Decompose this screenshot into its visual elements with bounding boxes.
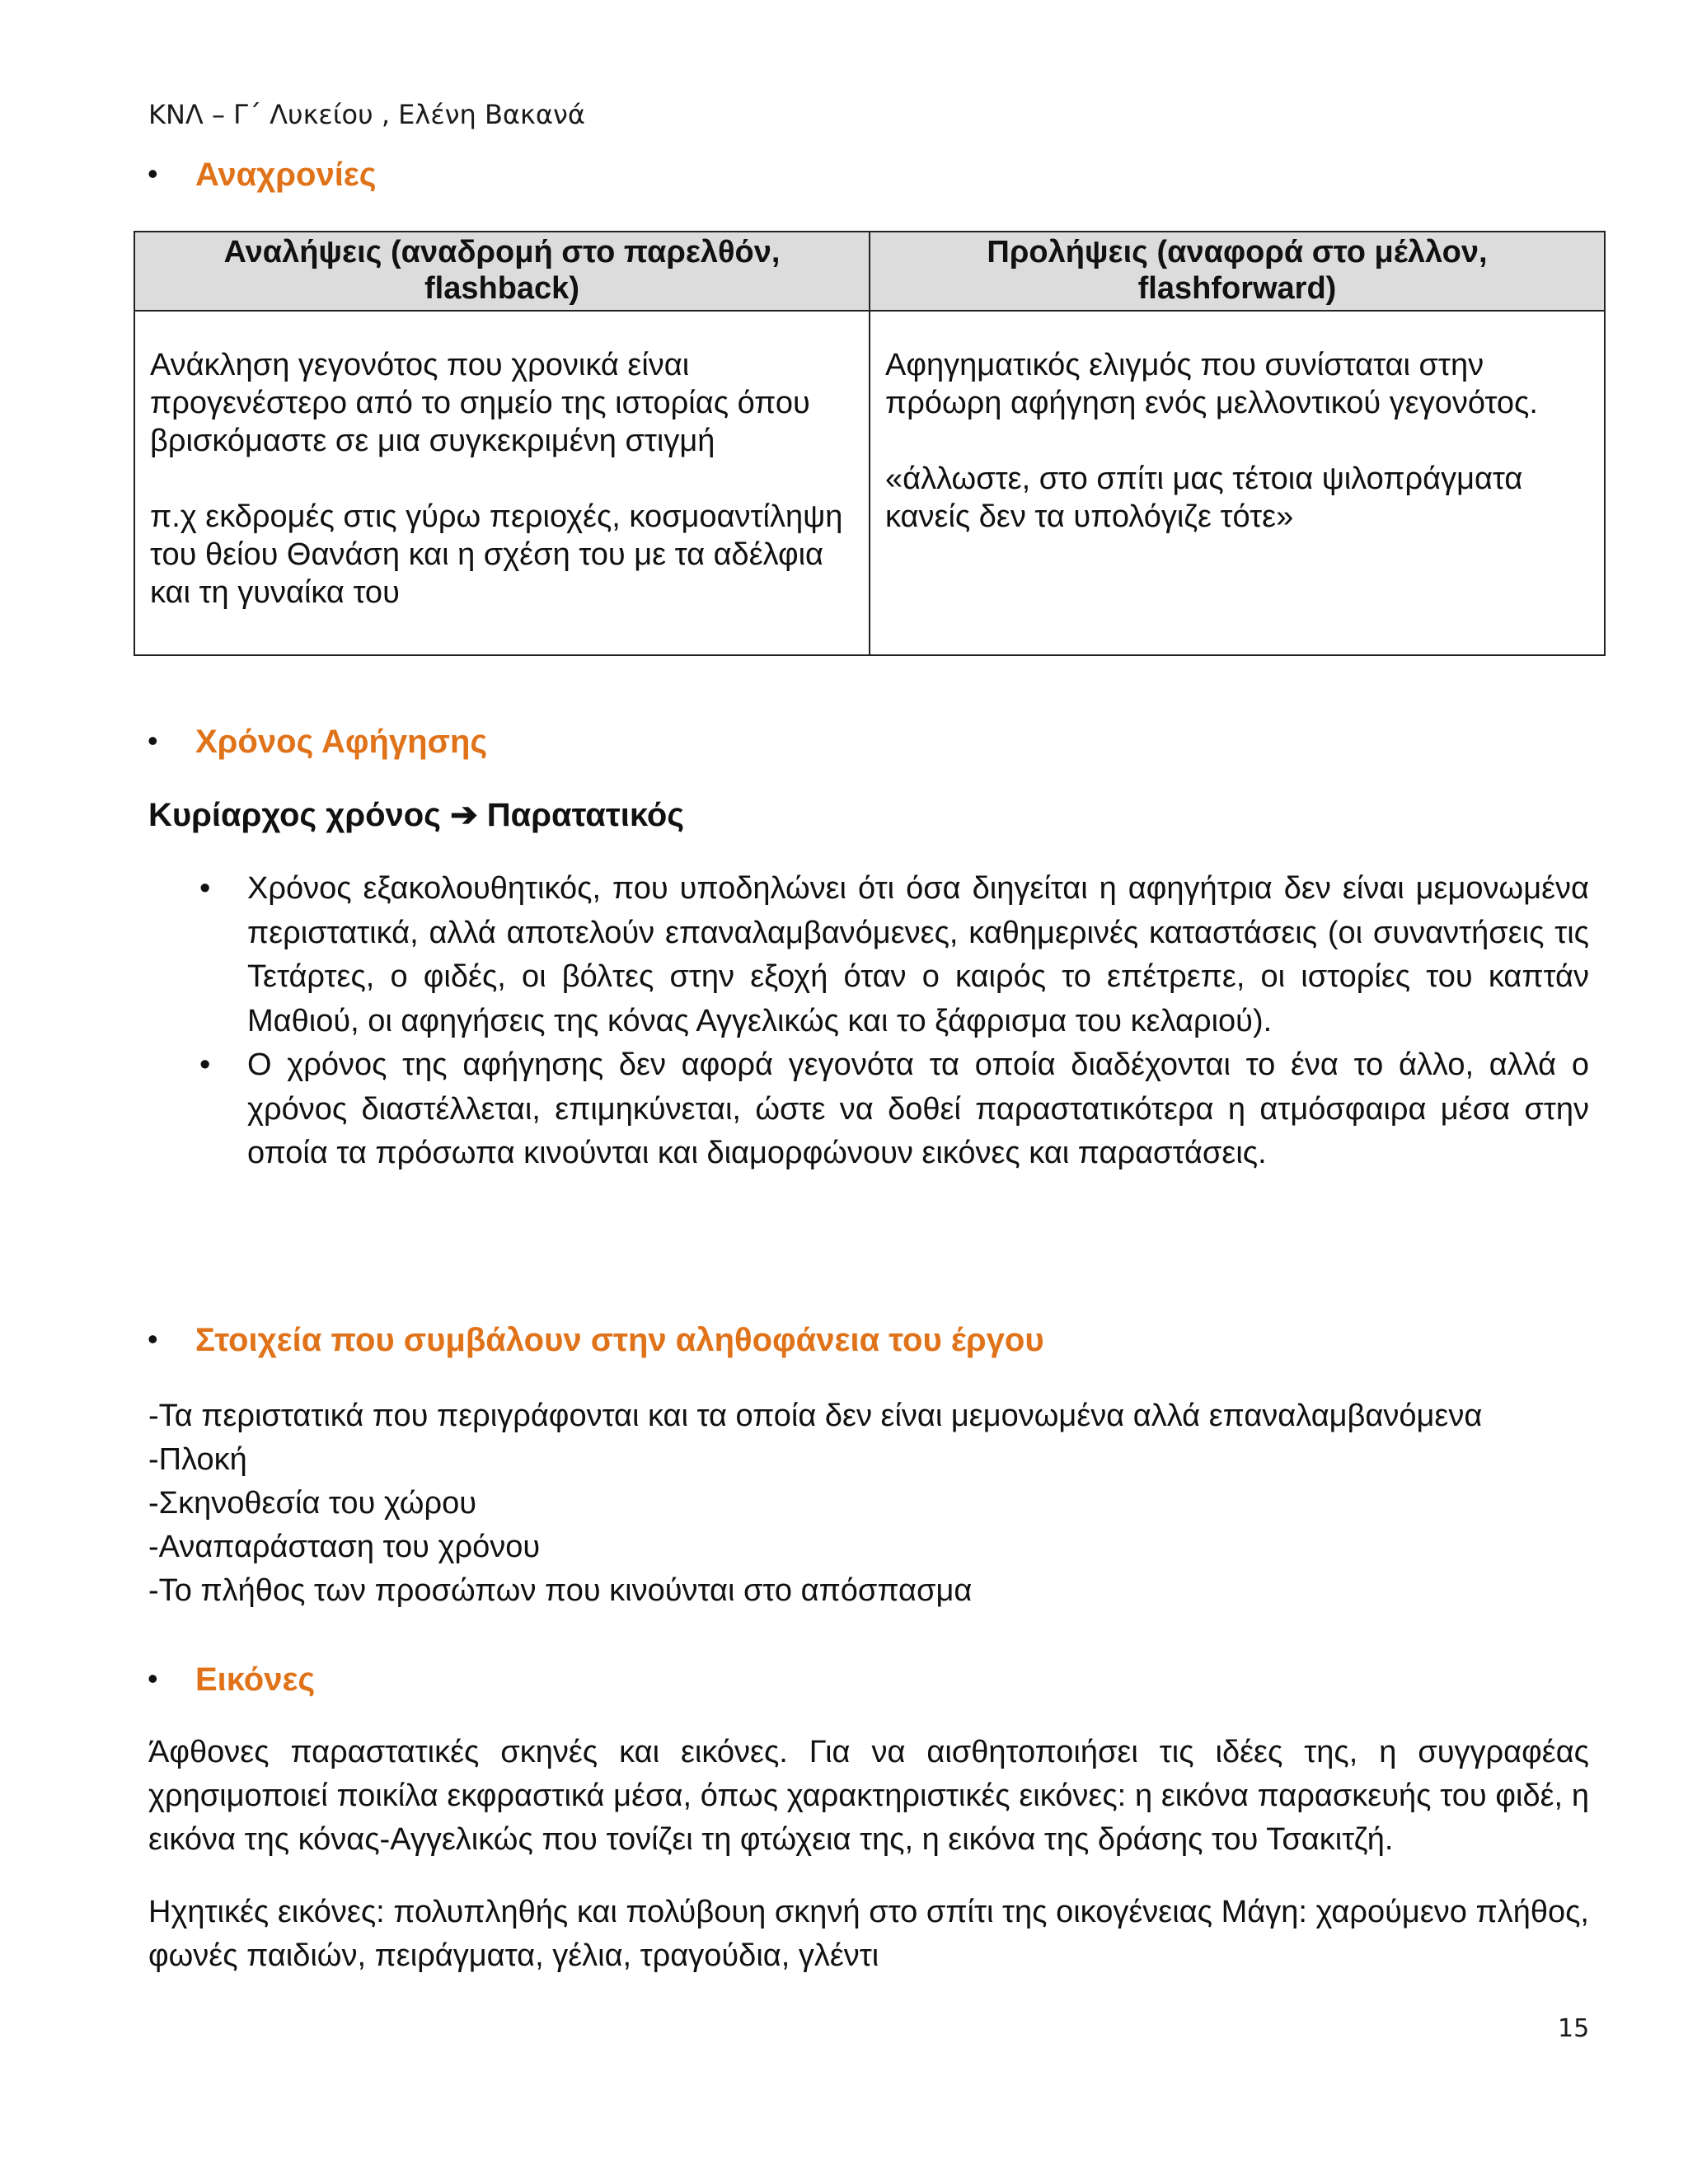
prolepsis-definition: Αφηγηματικός ελιγμός που συνίσταται στην πρόωρη αφήγηση ενός μελλοντικού γεγονότος.	[885, 348, 1538, 420]
bullet-icon: •	[148, 724, 158, 757]
heading-narrative-time	[148, 724, 488, 761]
list-item: -Αναπαράσταση του χρόνου	[148, 1530, 541, 1564]
bullet-icon: •	[148, 1322, 158, 1356]
table-header-analepsis: Αναλήψεις (αναδρομή στο παρελθόν, flashback)	[134, 232, 870, 311]
heading-anachronies	[148, 157, 377, 194]
table-header-prolepsis: Προλήψεις (αναφορά στο μέλλον, flashforward)	[870, 232, 1605, 311]
heading-narrative-time-text: Χρόνος Αφήγησης	[195, 724, 488, 760]
bullet-icon: •	[148, 1661, 158, 1695]
heading-realism-text: Στοιχεία που συμβάλουν στην αληθοφάνεια του έργου	[195, 1322, 1044, 1358]
narrative-time-list	[247, 867, 1589, 1176]
table-cell-analepsis	[134, 311, 870, 655]
images-paragraph-visual: Άφθονες παραστατικές σκηνές και εικόνες. Για να αισθητοποιήσει τις ιδέες της, η συγγραφέας χρησιμοποιεί ποικίλα εκφραστικά μέσα, όπως χαρακτηριστικές εικόνες: η εικόνα παρασκευής του φιδέ, η εικόνα της κόνας-Αγγελικώς που τονίζει τη φτώχεια της, η εικόνα της δράσης του Τσακιτζή.	[148, 1735, 1589, 1857]
list-item: • Ο χρόνος της αφήγησης δεν αφορά γεγονότα τα οποία διαδέχονται το ένα το άλλο, αλλά ο χρόνος διαστέλλεται, επιμηκύνεται, ώστε να δοθεί παραστατικότερα η ατμόσφαιρα μέσα στην οποία τα πρόσωπα κινούνται και διαμορφώνουν εικόνες και παραστάσεις.	[247, 1043, 1589, 1176]
arrow-right-icon: ➔	[450, 797, 478, 833]
dominant-tense-label: Κυρίαρχος χρόνος	[148, 797, 441, 833]
list-item: -Πλοκή	[148, 1442, 247, 1477]
prolepsis-example: «άλλωστε, στο σπίτι μας τέτοια ψιλοπράγματα κανείς δεν τα υπολόγιζε τότε»	[885, 462, 1523, 534]
list-item: -Το πλήθος των προσώπων που κινούνται στο απόσπασμα	[148, 1573, 973, 1608]
table-header-row	[134, 232, 1605, 311]
table-row	[134, 311, 1605, 655]
list-item: -Σκηνοθεσία του χώρου	[148, 1486, 476, 1521]
list-item: -Τα περιστατικά που περιγράφονται και τα οποία δεν είναι μεμονωμένα αλλά επαναλαμβανόμενα	[148, 1399, 1483, 1433]
analepsis-definition: Ανάκληση γεγονότος που χρονικά είναι προγενέστερο από το σημείο της ιστορίας όπου βρισκόμαστε σε μια συγκεκριμένη στιγμή	[150, 348, 810, 458]
analepsis-example: π.χ εκδρομές στις γύρω περιοχές, κοσμοαντίληψη του θείου Θανάση και η σχέση του με τα αδέλφια και τη γυναίκα του	[150, 499, 843, 610]
anachrony-table	[134, 231, 1606, 656]
heading-anachronies-text: Αναχρονίες	[195, 157, 377, 193]
dominant-tense-value: Παρατατικός	[486, 797, 685, 833]
heading-images-text: Εικόνες	[195, 1661, 316, 1698]
bullet-icon: •	[148, 157, 158, 190]
page-number: 15	[1558, 2014, 1590, 2043]
heading-realism	[148, 1322, 1044, 1359]
images-paragraph-sound: Ηχητικές εικόνες: πολυπληθής και πολύβουη σκηνή στο σπίτι της οικογένειας Μάγη: χαρούμενο πλήθος, φωνές παιδιών, πειράγματα, γέλια, τραγούδια, γλέντι	[148, 1895, 1589, 1973]
heading-images	[148, 1661, 316, 1699]
list-item: • Χρόνος εξακολουθητικός, που υποδηλώνει ότι όσα διηγείται η αφηγήτρια δεν είναι μεμονωμένα περιστατικά, αλλά αποτελούν επαναλαμβανόμενες, καθημερινές καταστάσεις (οι συναντήσεις τις Τετάρτες, ο φιδές, οι βόλτες στην εξοχή όταν ο καιρός το επέτρεπε, οι ιστορίες του καπτάν Μαθιού, οι αφηγήσεις της κόνας Αγγελικώς και το ξάφρισμα του κελαριού).	[247, 867, 1589, 1043]
page-header: ΚΝΛ – Γ΄ Λυκείου , Ελένη Βακανά	[148, 99, 585, 130]
realism-list	[148, 1394, 1482, 1613]
dominant-tense-line	[148, 796, 684, 834]
table-cell-prolepsis	[870, 311, 1605, 655]
